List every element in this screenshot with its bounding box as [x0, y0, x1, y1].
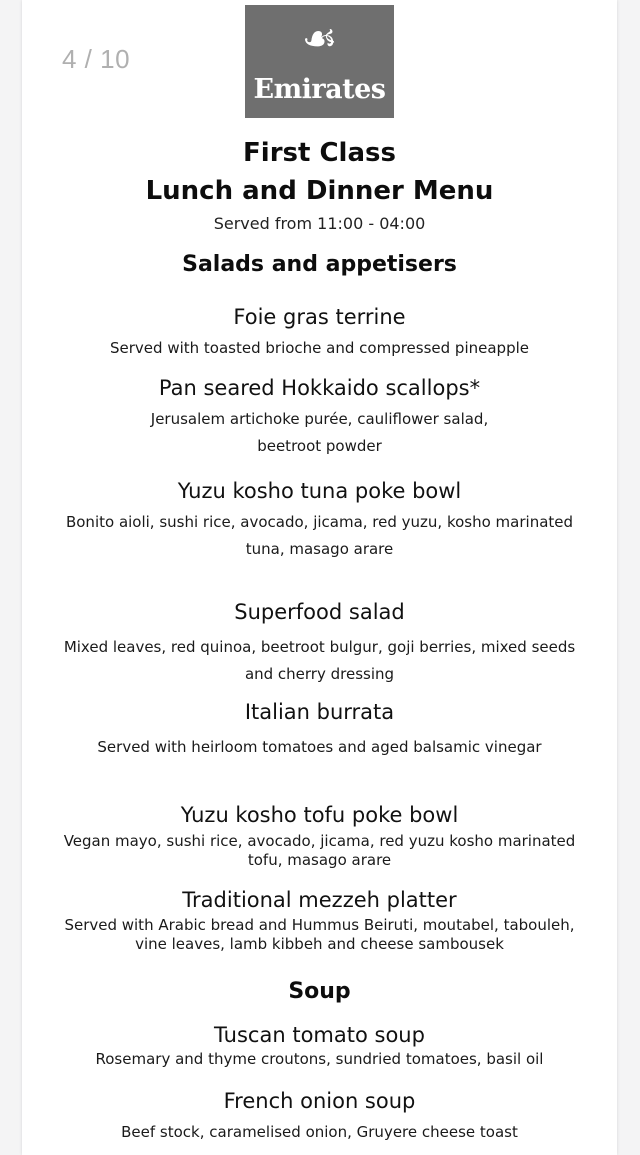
- menu-title-line2: Lunch and Dinner Menu: [145, 176, 494, 206]
- dish-name: French onion soup: [223, 1089, 416, 1113]
- served-hours: Served from 11:00 - 04:00: [213, 214, 426, 233]
- section-title-salads: Salads and appetisers: [182, 252, 457, 277]
- dish-description: Served with Arabic bread and Hummus Beiruti, moutabel, tabouleh,: [64, 916, 575, 934]
- dish-description: Served with toasted brioche and compressed pineapple: [110, 339, 529, 357]
- page-counter: 4 / 10: [62, 44, 131, 74]
- dish-name: Yuzu kosho tuna poke bowl: [177, 479, 462, 503]
- dish-description: Jerusalem artichoke purée, cauliflower salad,: [150, 410, 489, 428]
- dish-description: Rosemary and thyme croutons, sundried tomatoes, basil oil: [95, 1050, 544, 1068]
- dish-description: Served with heirloom tomatoes and aged balsamic vinegar: [97, 738, 542, 756]
- dish-description: and cherry dressing: [244, 665, 395, 683]
- dish-description: tuna, masago arare: [245, 540, 394, 558]
- menu-title-line1: First Class: [243, 138, 396, 168]
- dish-description: vine leaves, lamb kibbeh and cheese sambousek: [135, 935, 504, 953]
- dish-description: tofu, masago arare: [247, 851, 392, 869]
- dish-description: Vegan mayo, sushi rice, avocado, jicama, red yuzu kosho marinated: [63, 832, 576, 850]
- emirates-logo: [245, 5, 394, 118]
- dish-name: Tuscan tomato soup: [214, 1023, 425, 1047]
- dish-name: Traditional mezzeh platter: [182, 888, 457, 912]
- dish-description: beetroot powder: [257, 437, 382, 455]
- emirates-calligraphy-icon: ☙: [301, 16, 338, 62]
- dish-name: Yuzu kosho tofu poke bowl: [180, 803, 459, 827]
- section-title-soup: Soup: [288, 979, 351, 1004]
- logo-wordmark: Emirates: [253, 74, 386, 105]
- dish-name: Pan seared Hokkaido scallops*: [158, 376, 481, 400]
- dish-description: Bonito aioli, sushi rice, avocado, jicama, red yuzu, kosho marinated: [65, 513, 574, 531]
- dish-name: Italian burrata: [244, 700, 395, 724]
- dish-description: Beef stock, caramelised onion, Gruyere cheese toast: [121, 1123, 518, 1141]
- dish-description: Mixed leaves, red quinoa, beetroot bulgur, goji berries, mixed seeds: [63, 638, 576, 656]
- dish-name: Superfood salad: [234, 600, 405, 624]
- dish-name: Foie gras terrine: [233, 305, 406, 329]
